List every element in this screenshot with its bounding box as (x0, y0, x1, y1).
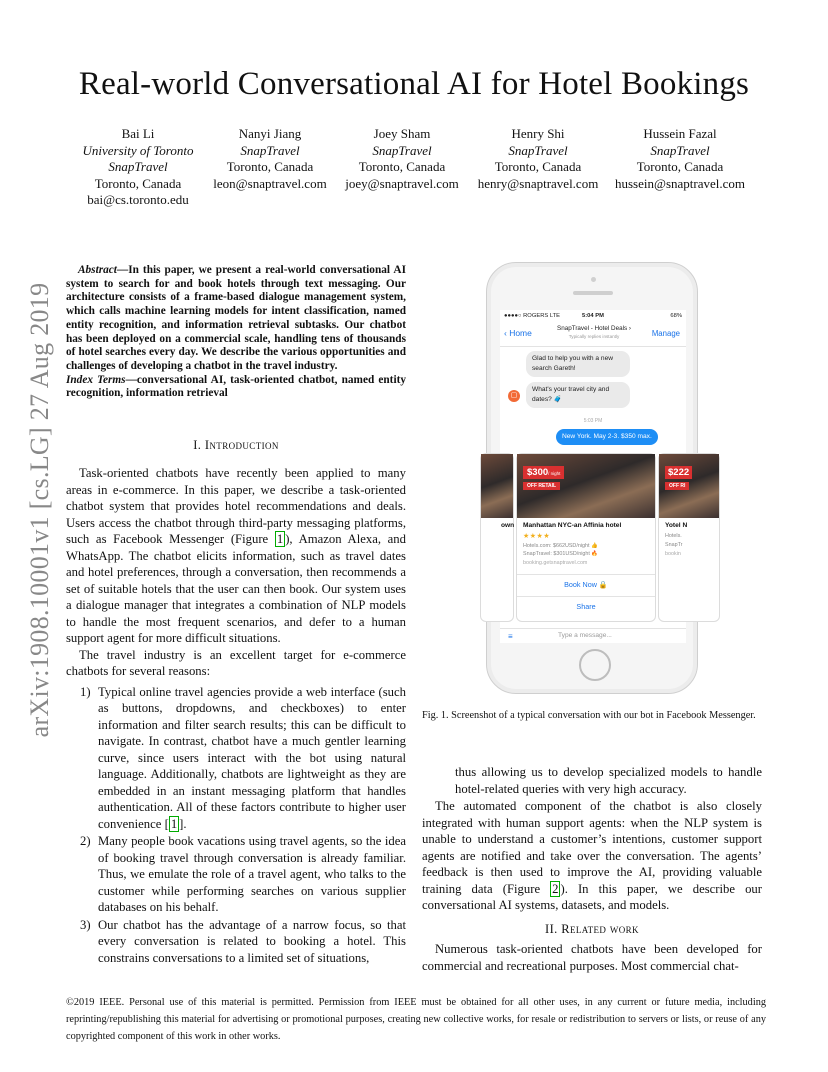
abstract (66, 264, 406, 401)
status-bar (500, 310, 686, 322)
author-email: henry@snaptravel.com (477, 175, 599, 191)
chat-header (500, 322, 686, 347)
author-affiliation: University of Toronto (82, 142, 194, 158)
figure-phone-screenshot (486, 262, 698, 694)
hotel-card-partial-left[interactable] (480, 453, 514, 622)
price-badge: $300/ night (523, 466, 564, 479)
author-affiliation: SnapTravel (108, 159, 168, 174)
booking-url: booking.getsnaptravel.com (523, 560, 588, 566)
figure-reference-link[interactable]: 2 (552, 881, 559, 896)
section-heading-related-work (422, 921, 762, 938)
status-time: 5:04 PM (582, 313, 604, 319)
hotel-carousel[interactable] (500, 453, 690, 628)
bot-avatar-icon: ▢ (508, 390, 520, 402)
author-affiliation: SnapTravel (240, 142, 300, 158)
author-affiliation: SnapTravel (508, 142, 568, 158)
price-badge: $222 (665, 466, 692, 479)
hotel-name: Manhattan NYC-an Affinia hotel (523, 522, 622, 529)
author-block (458, 126, 618, 192)
author-name: Bai Li (121, 126, 155, 141)
right-column-body (422, 764, 762, 974)
paragraph: The automated component of the chatbot is also closely integrated with human support agents: when the NLP system is unable to understand a customer’s intentions, customer support agents are notified and take over the conversation. The agents’ feedback is then used to improve the AI, providing valuable training data (Figure 2 ). In this paper, we describe our conversational AI systems, datasets, and models. (422, 799, 762, 912)
phone-speaker (573, 291, 613, 295)
star-rating: ★★★★ (523, 533, 551, 540)
abstract-text: —In this paper, we present a real-world conversational AI system to search for and book hotels through text messaging. Our architecture consists of a frame-based dialogue management system, which calls machine learning models for intent classification, named entity recognition, and information retrieval subtasks. Our chatbot has been deployed on a commercial scale, handling tens of thousands of hotel searches every day. We describe the various opportunities and challenges of developing a chatbot in the travel industry. (66, 264, 406, 372)
chat-subtitle: Typically replies instantly (568, 334, 620, 339)
author-location: Toronto, Canada (494, 159, 582, 174)
author-name: Hussein Fazal (643, 126, 717, 141)
author-location: Toronto, Canada (226, 159, 314, 174)
copyright-notice: ©2019 IEEE. Personal use of this material is permitted. Permission from IEEE must be obtained for all other uses, in any current or future media, including reprinting/republishing this material for advertising or promotional purposes, creating new collective works, for resale or redistribution to servers or lists, or reuse of any copyrighted component of this work in other works. (66, 997, 766, 1042)
hotel-name: own (501, 522, 515, 529)
off-retail-badge: OFF RETAIL (523, 482, 560, 490)
booking-url: bookin (665, 551, 681, 557)
author-location: Toronto, Canada (94, 175, 182, 191)
figure-caption: Fig. 1. Screenshot of a typical conversation with our bot in Facebook Messenger. (422, 710, 756, 721)
section-heading-introduction (66, 438, 406, 453)
chat-title[interactable]: SnapTravel - Hotel Deals › (557, 325, 631, 332)
user-message: New York. May 2-3. $350 max. (556, 429, 658, 445)
index-terms-text: —conversational AI, task-oriented chatbot, named entity recognition, information retrieval (66, 373, 406, 400)
author-location: Toronto, Canada (358, 159, 446, 174)
snaptravel-price: SnapTr (665, 542, 683, 548)
list-continuation: thus allowing us to develop specialized models to handle hotel-related queries with very high accuracy. (455, 765, 762, 796)
abstract-lead: Abstract (78, 264, 117, 276)
carrier-signal: ●●●●○ ROGERS LTE (504, 313, 561, 319)
section-title: Related work (561, 921, 639, 936)
message-input[interactable]: Type a message... (558, 632, 612, 639)
back-home-button[interactable]: ‹ Home (504, 328, 532, 338)
index-terms-lead: Index Terms (66, 373, 126, 386)
author-affiliation: SnapTravel (650, 142, 710, 158)
hotels-com-price: Hotels.com: $662USD/night 👍 (523, 543, 598, 549)
author-name: Henry Shi (511, 126, 565, 141)
snaptravel-price: SnapTravel: $301USD/night 🔥 (523, 551, 599, 557)
section-numeral: I. (193, 438, 205, 452)
arxiv-stamp (20, 260, 60, 760)
arxiv-id: arXiv:1908.10001v1 [cs.LG] 27 Aug 2019 (25, 282, 54, 738)
battery-level: 68% (670, 313, 682, 319)
reasons-list (66, 684, 406, 967)
paragraph: The travel industry is an excellent target for e-commerce chatbots for several reasons: (66, 647, 406, 678)
share-button[interactable]: Share (517, 596, 655, 617)
list-item: 2) Many people book vacations using travel agents, so the idea of booking travel through conversation is already familiar. Thus, we emulate the role of a travel agent, who talks to the customer while performing searches on various supplier databases on his behalf. (80, 834, 406, 914)
home-button-icon (579, 649, 611, 681)
author-location: Toronto, Canada (636, 159, 724, 174)
list-item: 1) Typical online travel agencies provide a web interface (such as buttons, dropdowns, and checkboxes) to enter information and filter search results; this can be difficult to navigate. In contrast, chatbot have a much gentler learning curve, since users interact with the bot using natural language. Additionally, chatbots are lightweight as they are embedded in an instant messaging platform that handles authentication. All of these factors contribute to higher user convenience [ 1 ]. (80, 684, 406, 831)
messenger-screen (500, 310, 690, 643)
author-block (600, 126, 760, 192)
hotel-card-partial-right[interactable] (658, 453, 720, 622)
author-name: Joey Sham (373, 126, 431, 141)
hotels-com-price: Hotels. (665, 533, 682, 539)
hotel-name: Yotel N (665, 522, 688, 529)
hotel-card[interactable] (516, 453, 656, 622)
introduction-body (66, 465, 406, 967)
phone-camera (591, 277, 596, 282)
menu-icon[interactable]: ≡ (508, 632, 513, 641)
paper-title: Real-world Conversational AI for Hotel Bookings (78, 66, 750, 102)
paragraph: Task-oriented chatbots have recently been applied to many areas in e-commerce. In this paper, we describe a task-oriented chatbot system that provides hotel recommendations and deals. Users access the chatbot through third-party messaging platforms, such as Facebook Messenger (Figure 1 ), Amazon Alexa, and WhatsApp. The chatbot elicits information, such as travel dates and hotel preferences, through a conversation, then recommends a set of suitable hotels that the user can then book. Our system uses a dialogue manager that integrates a combination of NLP models to handle the most frequent scenarios, and defer to a human support agent for more difficult situations. (66, 466, 406, 645)
bot-message: Glad to help you with a new search Gareth! (526, 351, 630, 377)
author-email: joey@snaptravel.com (345, 175, 459, 191)
author-affiliation: SnapTravel (372, 142, 432, 158)
off-retail-badge: OFF RI (665, 482, 689, 490)
author-email: leon@snaptravel.com (213, 175, 327, 191)
section-title: Introduction (204, 438, 279, 452)
author-name: Nanyi Jiang (238, 126, 302, 141)
message-timestamp: 5:03 PM (583, 418, 603, 424)
hotel-photo (481, 454, 513, 518)
manage-button[interactable]: Manage (651, 329, 680, 338)
figure-reference-link[interactable]: 1 (276, 532, 284, 546)
bot-message: What's your travel city and dates? 🧳 (526, 382, 630, 408)
paragraph: Numerous task-oriented chatbots have been developed for commercial and recreational purposes. Most commercial chat- (422, 942, 762, 973)
section-numeral: II. (545, 921, 562, 936)
list-item: 3) Our chatbot has the advantage of a narrow focus, so that every conversation is related to booking a hotel. This constrains conversations to a limited set of situations, (80, 917, 406, 965)
book-now-button[interactable]: Book Now 🔒 (517, 574, 655, 595)
message-composer (500, 628, 686, 644)
author-email: hussein@snaptravel.com (614, 175, 746, 191)
citation-link[interactable]: 1 (170, 816, 178, 831)
author-email: bai@cs.toronto.edu (87, 192, 189, 207)
